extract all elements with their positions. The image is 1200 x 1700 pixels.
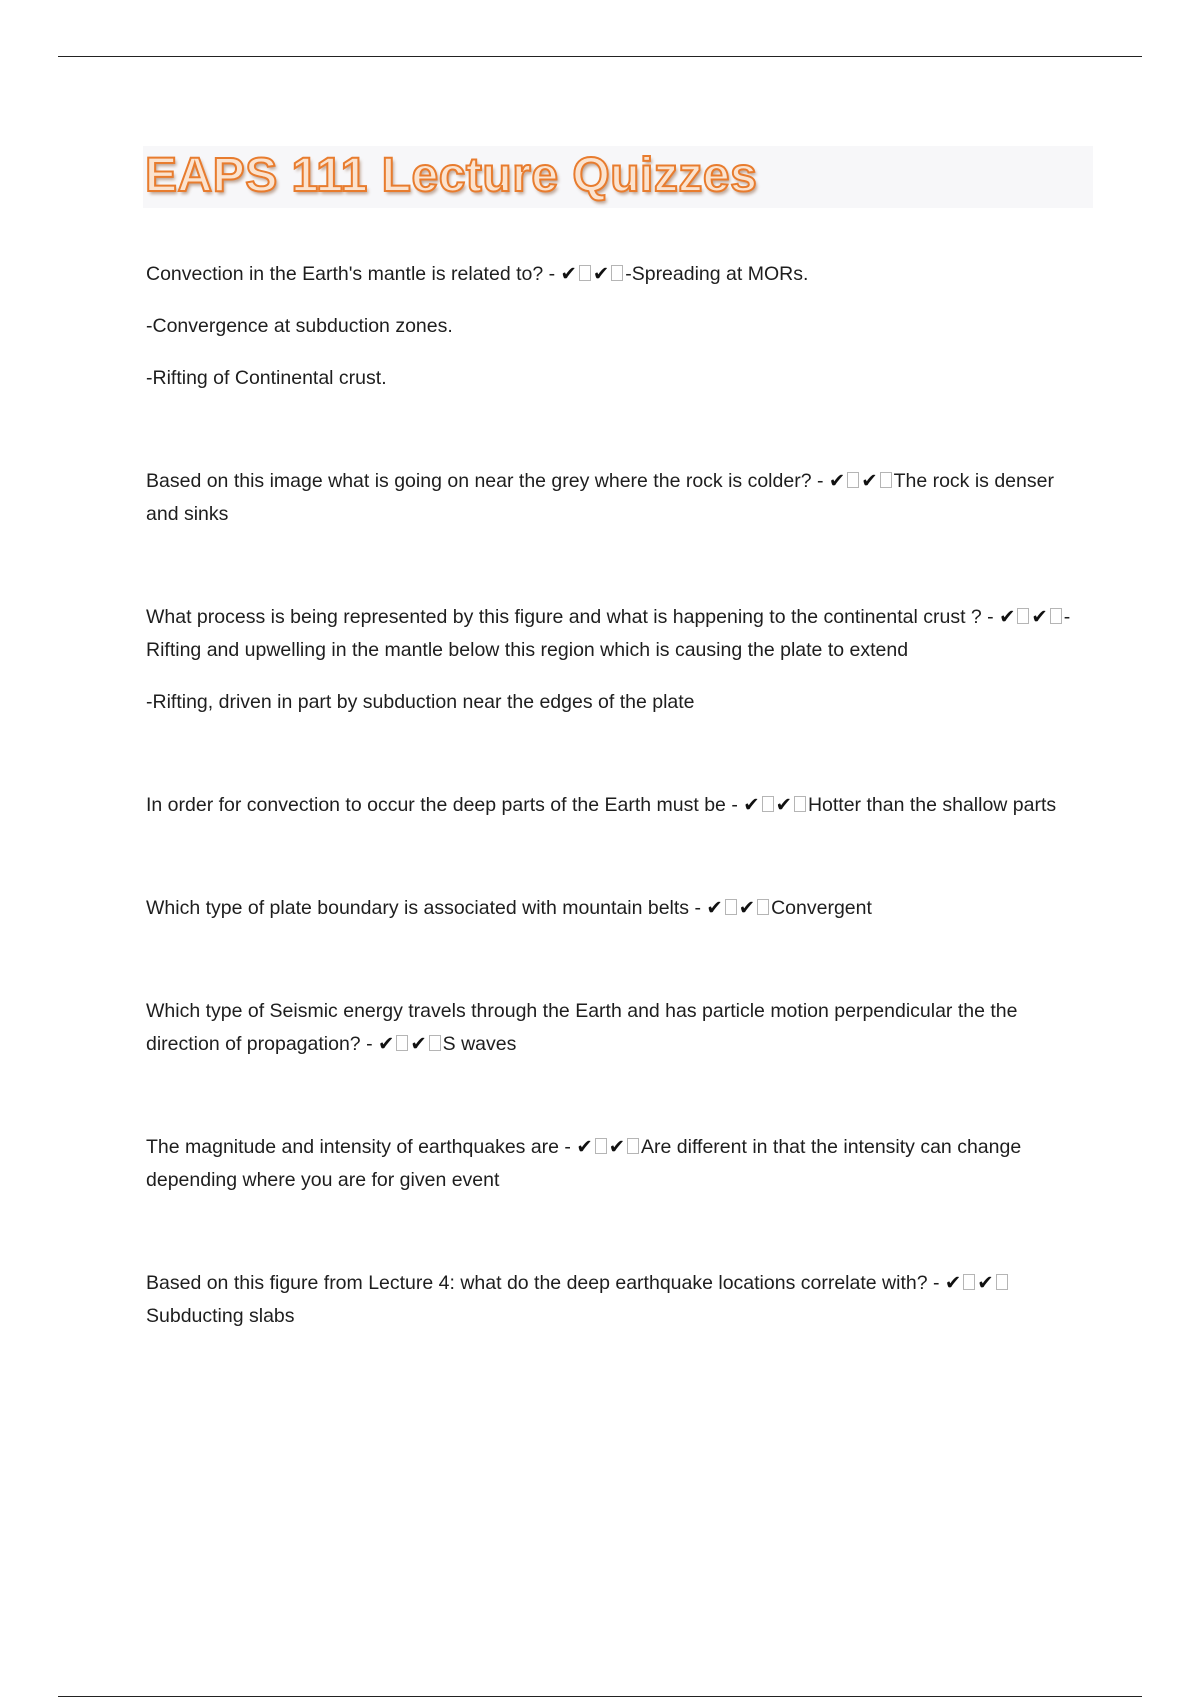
answer-text: S waves	[442, 1033, 517, 1055]
question-text: Based on this image what is going on near the grey where the rock is colder? -	[146, 470, 829, 492]
header-rule	[58, 56, 1142, 57]
check-icon: ✔	[377, 1033, 395, 1055]
box-icon	[595, 1138, 607, 1154]
box-icon	[396, 1035, 408, 1051]
box-icon	[880, 472, 892, 488]
check-icon: ✔	[828, 470, 846, 492]
check-icon: ✔	[560, 263, 577, 285]
qa-item	[146, 1267, 1086, 1333]
box-icon	[1017, 608, 1029, 624]
qa-item	[146, 258, 1086, 395]
box-icon	[429, 1035, 441, 1051]
box-icon	[847, 472, 859, 488]
check-icon: ✔	[944, 1272, 962, 1294]
question-text: Based on this figure from Lecture 4: what do the deep earthquake locations correlate with? -	[146, 1272, 945, 1294]
answer-line: -Convergence at subduction zones.	[146, 315, 453, 337]
box-icon	[757, 899, 769, 915]
check-icon: ✔	[977, 1272, 994, 1294]
answer-text: -Spreading at MORs.	[625, 263, 809, 285]
question-text: What process is being represented by this figure and what is happening to the continental crust ? -	[146, 606, 1000, 628]
qa-item	[146, 601, 1086, 719]
qa-item	[146, 892, 1086, 925]
answer-text: Hotter than the shallow parts	[807, 794, 1057, 816]
answer-line: -Rifting of Continental crust.	[146, 367, 387, 389]
check-icon: ✔	[608, 1136, 626, 1158]
qa-list	[146, 258, 1086, 1333]
check-icon: ✔	[999, 606, 1016, 628]
answer-text: Are different in that the intensity can change depending where you are for given event	[146, 1136, 1022, 1191]
question-text: Which type of plate boundary is associated with mountain belts -	[146, 897, 707, 919]
box-icon	[627, 1138, 639, 1154]
box-icon	[1050, 608, 1062, 624]
answer-text: -Rifting and upwelling in the mantle below this region which is causing the plate to extend	[146, 606, 1071, 661]
check-icon: ✔	[410, 1033, 427, 1055]
footer-rule	[58, 1696, 1142, 1697]
check-icon: ✔	[706, 897, 723, 919]
box-icon	[762, 796, 774, 812]
question-text: In order for convection to occur the deep parts of the Earth must be -	[146, 794, 744, 816]
question-text: The magnitude and intensity of earthquakes are -	[146, 1136, 577, 1158]
answer-text: The rock is denser and sinks	[146, 470, 1054, 525]
question-text: Convection in the Earth's mantle is related to? -	[146, 263, 561, 285]
check-icon: ✔	[775, 794, 792, 816]
box-icon	[996, 1274, 1008, 1290]
box-icon	[794, 796, 806, 812]
document-title: EAPS 111 Lecture Quizzes	[145, 149, 758, 202]
check-icon: ✔	[861, 470, 878, 492]
check-icon: ✔	[576, 1136, 593, 1158]
qa-item	[146, 1131, 1086, 1197]
box-icon	[611, 265, 623, 281]
answer-text: Convergent	[771, 897, 872, 919]
check-icon: ✔	[1031, 606, 1048, 628]
qa-item	[146, 465, 1086, 531]
box-icon	[963, 1274, 975, 1290]
question-text: Which type of Seismic energy travels through the Earth and has particle motion perpendicular the the direction of propagation? -	[146, 1000, 1018, 1055]
qa-item	[146, 995, 1086, 1061]
answer-line: -Rifting, driven in part by subduction near the edges of the plate	[146, 691, 695, 713]
check-icon: ✔	[592, 263, 610, 285]
qa-item	[146, 789, 1086, 822]
box-icon	[725, 899, 737, 915]
check-icon: ✔	[738, 897, 756, 919]
answer-text: Subducting slabs	[146, 1305, 295, 1327]
check-icon: ✔	[743, 794, 760, 816]
box-icon	[579, 265, 591, 281]
